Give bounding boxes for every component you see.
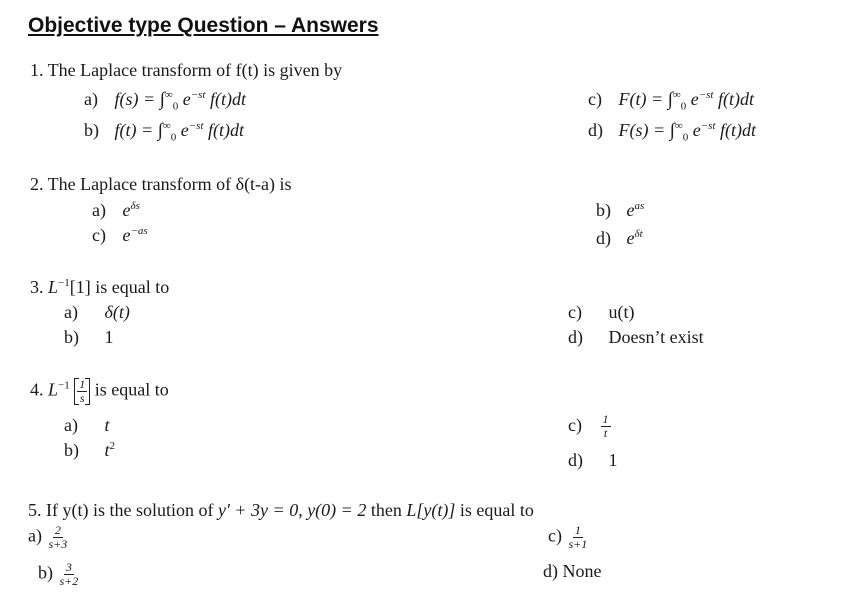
integral-upper: ∞ (672, 89, 681, 101)
integral-upper: ∞ (164, 89, 173, 101)
question-4-option-c (568, 413, 611, 440)
question-4-option-a (64, 415, 110, 436)
question-5-option-d (543, 561, 602, 582)
question-5-option-c (548, 524, 589, 551)
fraction (566, 524, 589, 551)
question-3-option-a (64, 302, 130, 323)
question-3-text (30, 277, 169, 298)
fraction-numerator: 2 (54, 523, 61, 537)
operator: L (48, 277, 59, 297)
question-1-option-d (588, 120, 756, 144)
question-suffix: is equal to (90, 379, 169, 400)
integrand: f(t)dt (209, 89, 246, 109)
option-label: d) (543, 561, 558, 581)
option-label: a) (28, 525, 42, 546)
exp-power: −st (698, 89, 714, 101)
option-label: b) (38, 562, 53, 583)
question-5-text (28, 500, 534, 521)
integral-upper: ∞ (162, 120, 171, 132)
formula-lhs: f(s) = (114, 89, 156, 109)
fraction-numerator: 3 (65, 560, 72, 574)
option-label: c) (92, 225, 106, 245)
bracket (74, 378, 90, 405)
fraction-denominator: s (79, 391, 85, 405)
question-2-option-c (92, 225, 148, 246)
formula-lhs: f(t) = (114, 120, 154, 140)
option-label: c) (568, 302, 582, 322)
question-3-option-c (568, 302, 635, 323)
exp-power: −as (130, 225, 148, 237)
question-5-option-a (28, 524, 69, 551)
exp-power: δs (130, 200, 140, 212)
exp-base: e (626, 228, 635, 248)
option-value: u(t) (608, 302, 635, 322)
question-3-option-d (568, 327, 704, 348)
integral-symbol: ∫ (159, 89, 165, 110)
question-4-option-b (64, 440, 115, 461)
operator-sup: −1 (58, 277, 70, 289)
fraction-numerator: 1 (79, 377, 86, 391)
question-text-start: 5. If y(t) is the solution of (28, 500, 218, 520)
fraction-numerator: 1 (574, 523, 581, 537)
exp-power: −st (188, 120, 204, 132)
question-text-mid: then (366, 500, 407, 520)
operator-sup: −1 (58, 379, 70, 392)
page-title: Objective type Question – Answers (28, 14, 379, 37)
question-4-option-d (568, 450, 618, 471)
option-value: δ(t) (104, 302, 130, 322)
transform: L[y(t)] (406, 500, 456, 520)
exp-base: e (122, 200, 131, 220)
question-4-text (30, 378, 169, 405)
option-label: c) (548, 525, 562, 546)
option-label: b) (596, 200, 611, 220)
option-label: a) (84, 89, 98, 109)
exp-power: −st (190, 89, 206, 101)
integral-lower: 0 (172, 100, 179, 113)
fraction (77, 378, 87, 405)
exp-base: e (690, 89, 699, 109)
exp-power: as (634, 200, 645, 212)
option-value: t (104, 440, 110, 460)
exp-base: e (180, 120, 189, 140)
integral-lower: 0 (680, 100, 687, 113)
integrand: f(t)dt (207, 120, 244, 140)
formula-lhs: F(s) = (618, 120, 666, 140)
option-label: b) (64, 327, 79, 347)
option-label: b) (64, 440, 79, 460)
integrand: f(t)dt (719, 120, 756, 140)
option-value: 1 (104, 327, 114, 347)
exp-base: e (182, 89, 191, 109)
question-1-option-a (84, 89, 246, 113)
option-label: a) (92, 200, 106, 220)
option-label: a) (64, 302, 78, 322)
option-label: c) (588, 89, 602, 109)
operator-arg: [1] (69, 277, 91, 297)
option-label: d) (588, 120, 603, 140)
question-1-option-b (84, 120, 244, 144)
question-3-option-b (64, 327, 114, 348)
question-number: 3. (30, 277, 48, 297)
equation: y′ + 3y = 0, y(0) = 2 (217, 500, 367, 520)
question-5-option-b (38, 561, 80, 588)
integral-symbol: ∫ (667, 89, 673, 110)
fraction (46, 524, 69, 551)
formula-lhs: F(t) = (618, 89, 664, 109)
option-label: d) (596, 228, 611, 248)
option-label: d) (568, 450, 583, 470)
option-value: Doesn’t exist (608, 327, 704, 347)
integrand: f(t)dt (717, 89, 754, 109)
fraction-denominator: t (603, 426, 608, 440)
fraction (58, 561, 81, 588)
fraction-denominator: s+3 (48, 537, 68, 551)
question-2-text: 2. The Laplace transform of δ(t-a) is (30, 174, 292, 194)
fraction-denominator: s+1 (568, 537, 588, 551)
integral-lower: 0 (682, 131, 689, 144)
operator: L (48, 379, 59, 400)
option-sup: 2 (109, 440, 116, 452)
option-label: c) (568, 414, 582, 435)
exp-power: −st (700, 120, 716, 132)
exp-power: δt (634, 228, 643, 240)
question-number: 4. (30, 379, 48, 400)
question-2-option-a (92, 200, 140, 221)
exp-base: e (122, 225, 131, 245)
option-value: t (104, 415, 110, 435)
question-suffix: is equal to (90, 277, 170, 297)
option-label: d) (568, 327, 583, 347)
exp-base: e (692, 120, 701, 140)
question-text-end: is equal to (455, 500, 534, 520)
question-1-text: 1. The Laplace transform of f(t) is given by (30, 60, 343, 80)
option-label: b) (84, 120, 99, 140)
exp-base: e (626, 200, 635, 220)
question-2-option-d (596, 228, 643, 249)
integral-lower: 0 (170, 131, 177, 144)
fraction-denominator: s+2 (59, 574, 79, 588)
question-2-option-b (596, 200, 644, 221)
integral-upper: ∞ (674, 120, 683, 132)
integral-symbol: ∫ (157, 120, 163, 141)
option-value: 1 (608, 450, 618, 470)
fraction-numerator: 1 (602, 412, 609, 426)
option-label: a) (64, 415, 78, 435)
fraction (601, 413, 611, 440)
question-1-option-c (588, 89, 754, 113)
integral-symbol: ∫ (669, 120, 675, 141)
option-value: None (562, 561, 602, 581)
